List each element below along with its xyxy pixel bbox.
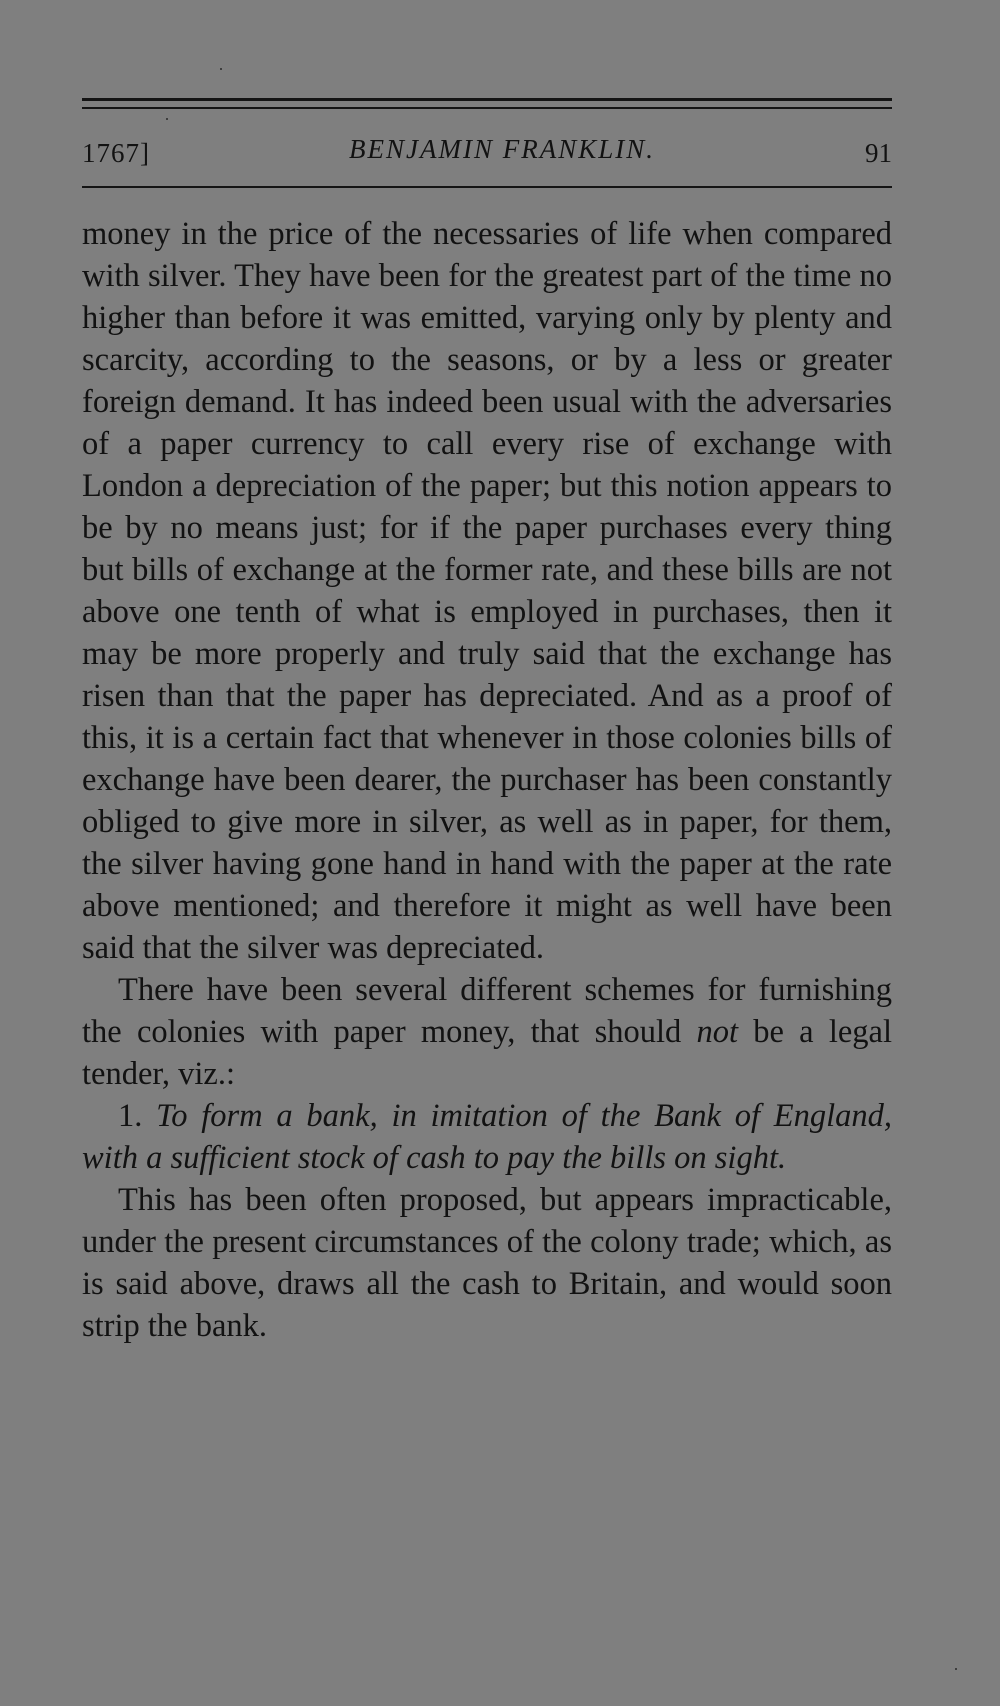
page-number: 91 (865, 138, 892, 168)
paragraph-3: This has been often proposed, but appears impracticable, under the present circumstances of the colony trade; which, as is said above, draws all the cash to Britain, and would soon strip the bank. (82, 1182, 892, 1344)
paragraph-1: money in the price of the necessaries of life when compared with silver. They have been for the greatest part of the time no higher than before it was emitted, varying only by plenty and scarcity, according to the seasons, or by a less or greater foreign demand. It has indeed been usual with the adversaries of a paper currency to call every rise of exchange with London a depreciation of the paper; but this notion appears to be by no means just; for if the paper purchases every thing but bills of exchange at the former rate, and these bills are not above one tenth of what is employed in purchases, then it may be more properly and truly said that the exchange has risen than that the paper has depreciated. And as a proof of this, it is a certain fact that whenever in those colonies bills of exchange have been dearer, the purchaser has been constantly obliged to give more in silver, as well as in paper, for them, the silver having gone hand in hand with the paper at the rate above mentioned; and therefore it might as well have been said that the silver was depreciated. (82, 216, 892, 966)
running-header (82, 134, 892, 174)
scan-speck (955, 1668, 957, 1670)
scan-speck (166, 118, 168, 120)
header-rule-top-inner (82, 107, 892, 109)
emphasis-not: not (696, 1014, 739, 1050)
header-rule-bottom (82, 186, 892, 188)
paragraph-2 (82, 969, 892, 1095)
list-item-text: To form a bank, in imitation of the Bank of England, with a sufficient stock of cash to pay the bills on sight. (82, 1098, 892, 1176)
page-body (82, 213, 892, 1347)
paragraph-2-start: There have been several different schemes for furnishing the colonies with paper money, that should (82, 972, 892, 1050)
list-item-number: 1. (118, 1098, 143, 1134)
header-year: 1767] (82, 138, 150, 168)
paragraph-2-end: be a legal tender, viz.: (82, 1014, 892, 1092)
list-item-1 (82, 1095, 892, 1179)
header-rule-top (82, 98, 892, 101)
scan-speck (220, 68, 222, 70)
running-title: BENJAMIN FRANKLIN. (349, 134, 655, 164)
